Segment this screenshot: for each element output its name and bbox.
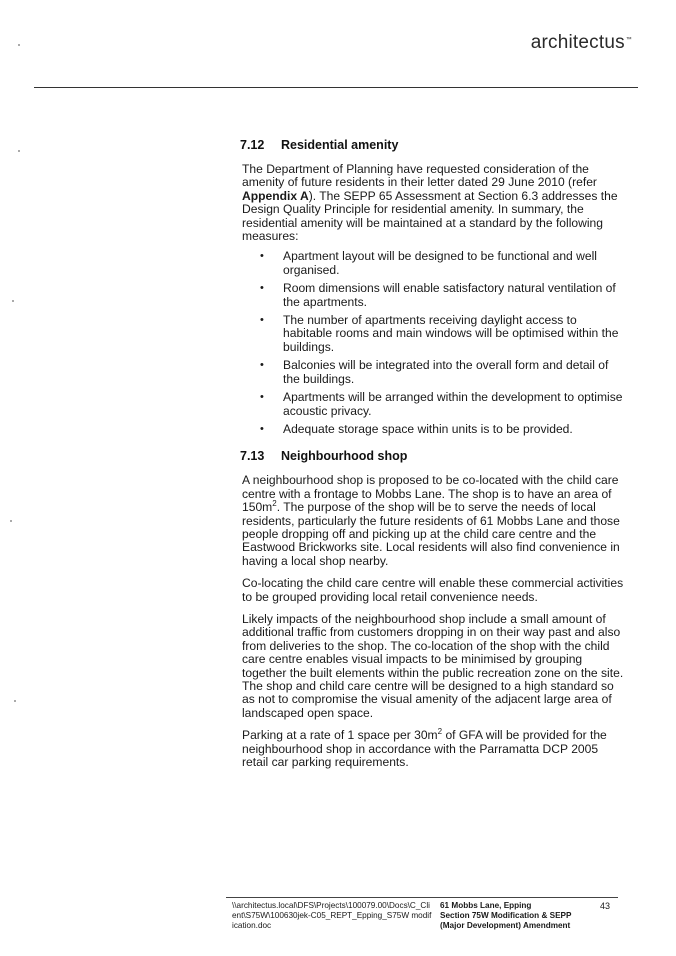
scan-speck <box>12 300 14 302</box>
intro-text: The Department of Planning have requested consideration of the amenity of future residents in their letter dated 29 June 2010 (refer <box>242 162 597 190</box>
paragraph-text: Parking at a rate of 1 space per 30m <box>242 728 438 743</box>
bullet-icon: • <box>260 359 264 372</box>
list-item <box>240 314 626 354</box>
list-item-text: Balconies will be integrated into the overall form and detail of the buildings. <box>283 358 609 386</box>
list-item <box>240 282 626 309</box>
scan-speck <box>18 150 20 152</box>
paragraph-text-continued: of GFA will be provided for the neighbourhood shop in accordance with the Parramatta DCP 2005 retail car parking requirements. <box>242 728 607 770</box>
superscript: 2 <box>272 499 277 509</box>
list-item-text: The number of apartments receiving daylight access to habitable rooms and main windows will be optimised within the buildings. <box>283 313 619 354</box>
superscript: 2 <box>437 727 443 737</box>
file-path: \\architectus.local\DFS\Projects\100079.00\Docs\C_Client\S75W\100630jek-C05_REPT_Epping_S75W modification.doc <box>232 901 432 930</box>
shop-paragraph-1 <box>242 474 626 568</box>
section-number: 7.13 <box>240 449 265 464</box>
scan-speck <box>14 700 16 702</box>
list-item <box>240 391 626 418</box>
header-divider <box>34 87 638 88</box>
page-footer <box>226 897 618 932</box>
section-heading-7-13 <box>240 449 626 464</box>
bullet-icon: • <box>260 282 264 295</box>
list-item <box>240 359 626 386</box>
document-title-line: 61 Mobbs Lane, Epping <box>440 901 532 910</box>
intro-text-continued: ). The SEPP 65 Assessment at Section 6.3 addresses the Design Quality Principle for residential amenity. In summary, the residential amenity will be maintained at a standard by the following measures: <box>242 188 618 244</box>
list-item-text: Adequate storage space within units is to be provided. <box>283 421 573 436</box>
amenity-measures-list <box>240 250 626 436</box>
list-item <box>240 250 626 277</box>
trademark-mark: ™ <box>625 36 632 43</box>
document-title-line: (Major Development) Amendment <box>440 921 571 930</box>
scan-speck <box>18 44 20 46</box>
brand-name: architectus <box>530 32 625 53</box>
bullet-icon: • <box>260 391 264 404</box>
list-item-text: Apartments will be arranged within the development to optimise acoustic privacy. <box>283 390 623 418</box>
list-item-text: Apartment layout will be designed to be functional and well organised. <box>283 249 597 277</box>
section-intro-paragraph <box>242 163 626 243</box>
bullet-icon: • <box>260 314 264 327</box>
section-number: 7.12 <box>240 138 265 152</box>
list-item-text: Room dimensions will enable satisfactory natural ventilation of the apartments. <box>283 281 616 309</box>
paragraph-text: A neighbourhood shop is proposed to be co-located with the child care centre with a frontage to Mobbs Lane. The shop is to have an area of 150m <box>242 473 619 515</box>
bullet-icon: • <box>260 250 264 263</box>
section-title: Residential amenity <box>281 138 399 152</box>
appendix-reference: Appendix A <box>242 188 309 203</box>
page-body <box>240 138 626 778</box>
page-number: 43 <box>599 901 610 911</box>
section-title: Neighbourhood shop <box>281 449 408 464</box>
scan-speck <box>10 520 12 522</box>
bullet-icon: • <box>260 422 264 435</box>
shop-paragraph-4 <box>242 729 626 769</box>
document-title <box>440 901 590 931</box>
paragraph-text-continued: . The purpose of the shop will be to serve the needs of local residents, particularly the future residents of 61 Mobbs Lane and those people dropping off and picking up at the child care centre and the Eastwood Brickworks site. Local residents will also find convenience in having a local shop nearby. <box>242 500 620 568</box>
section-heading-7-12 <box>240 138 626 153</box>
document-title-line: Section 75W Modification & SEPP <box>440 911 572 920</box>
shop-paragraph-3: Likely impacts of the neighbourhood shop include a small amount of additional traffic from customers dropping in on their way past and also from deliveries to the shop. The co-location of the shop with the child care centre enables visual impacts to be minimised by grouping together the built elements within the public recreation zone on the site. The shop and child care centre will be designed to a high standard so as not to compromise the visual amenity of the adjacent large area of landscaped open space. <box>242 611 624 720</box>
brand-logo <box>531 32 632 54</box>
list-item <box>240 423 626 436</box>
shop-paragraph-2: Co-locating the child care centre will enable these commercial activities to be grouped providing local retail convenience needs. <box>242 576 624 604</box>
